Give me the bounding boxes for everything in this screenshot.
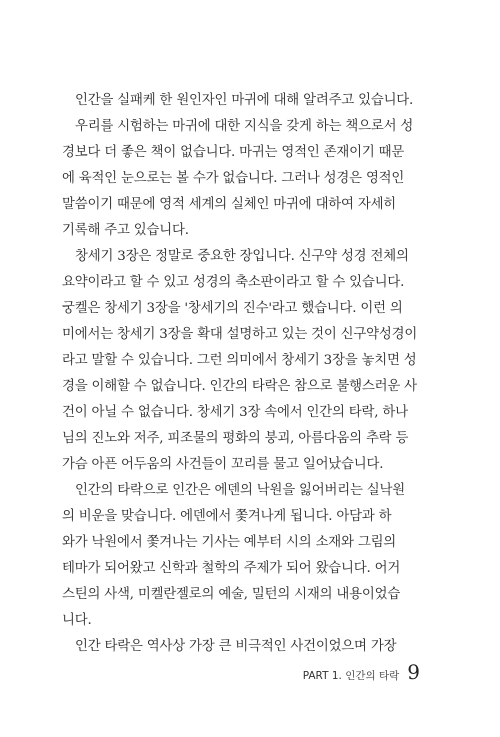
- paragraph-line: 에 육적인 눈으로는 볼 수가 없습니다. 그러나 성경은 영적인: [62, 171, 405, 186]
- paragraph-line: 인간의 타락으로 인간은 에덴의 낙원을 잃어버리는 실낙원: [75, 483, 405, 498]
- paragraph-line: 요약이라고 할 수 있고 성경의 축소판이라고 할 수 있습니다.: [62, 275, 405, 290]
- paragraph-line: 인간 타락은 역사상 가장 큰 비극적인 사건이었으며 가장: [75, 639, 397, 654]
- page-footer: [303, 660, 420, 688]
- page-number: 9: [407, 660, 420, 684]
- paragraph-line: 경보다 더 좋은 책이 없습니다. 마귀는 영적인 존재이기 때문: [62, 145, 405, 160]
- body-text: [62, 88, 432, 660]
- paragraph-line: 기록해 주고 있습니다.: [62, 223, 189, 238]
- paragraph-line: 라고 말할 수 있습니다. 그런 의미에서 창세기 3장을 놓치면 성: [62, 353, 417, 368]
- paragraph-line: 니다.: [62, 613, 92, 628]
- paragraph-line: 인간을 실패케 한 원인자인 마귀에 대해 알려주고 있습니다.: [75, 93, 414, 108]
- paragraph-line: 미에서는 창세기 3장을 확대 설명하고 있는 것이 신구약성경이: [62, 327, 418, 342]
- paragraph-line: 궁켈은 창세기 3장을 '창세기의 진수'라고 했습니다. 이런 의: [62, 301, 403, 316]
- paragraph-line: 경을 이해할 수 없습니다. 인간의 타락은 참으로 불행스러운 사: [62, 379, 417, 394]
- running-footer-section: PART 1. 인간의 타락: [302, 670, 400, 682]
- paragraph-line: 건이 아닐 수 없습니다. 창세기 3장 속에서 인간의 타락, 하나: [62, 405, 408, 420]
- paragraph-line: 와가 낙원에서 쫓겨나는 기사는 예부터 시의 소재와 그림의: [62, 535, 397, 550]
- paragraph-line: 님의 진노와 저주, 피조물의 평화의 붕괴, 아름다움의 추락 등: [62, 431, 409, 446]
- paragraph-line: 창세기 3장은 정말로 중요한 장입니다. 신구약 성경 전체의: [75, 249, 409, 264]
- paragraph-line: 말씀이기 때문에 영적 세계의 실체인 마귀에 대하여 자세히: [62, 197, 397, 212]
- paragraph-line: 스틴의 사색, 미켈란젤로의 예술, 밀턴의 시재의 내용이었습: [62, 587, 401, 602]
- paragraph-line: 우리를 시험하는 마귀에 대한 지식을 갖게 하는 책으로서 성: [75, 119, 414, 134]
- paragraph-line: 테마가 되어왔고 신학과 철학의 주제가 되어 왔습니다. 어거: [62, 561, 401, 576]
- paragraph-line: 가슴 아픈 어두움의 사건들이 꼬리를 물고 일어났습니다.: [62, 457, 384, 472]
- paragraph-line: 의 비운을 맞습니다. 에덴에서 쫓겨나게 됩니다. 아담과 하: [62, 509, 392, 524]
